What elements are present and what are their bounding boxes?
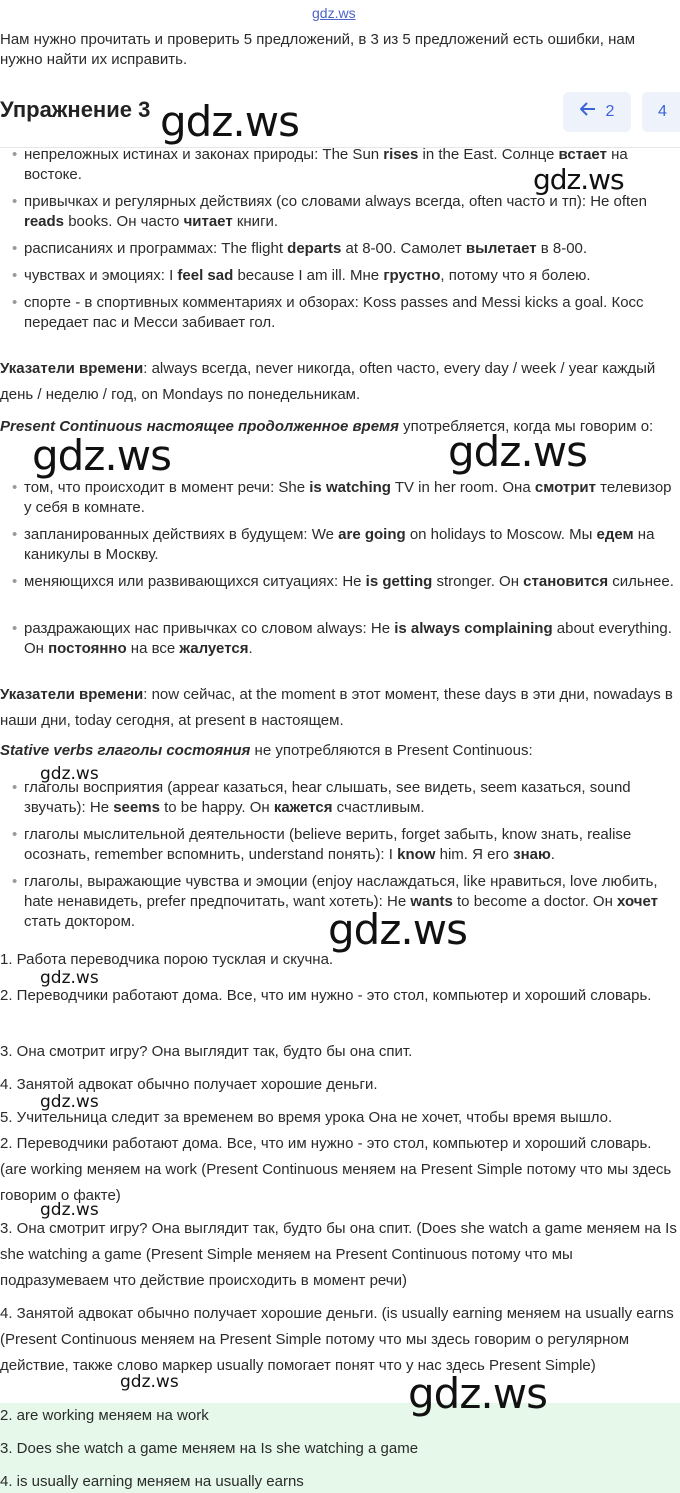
page-title: Упражнение 3 (0, 97, 151, 122)
list-item: • чувствах и эмоциях: I feel sad because I am ill. Мне грустно, потому что я болею. (10, 266, 680, 286)
list-item: • меняющихся или развивающихся ситуациях: He is getting stronger. Он становится сильнее. (10, 572, 680, 592)
list-item: • глаголы, выражающие чувства и эмоции (enjoy наслаждаться, like нравиться, love любить, hate ненавидеть, prefer предпочитать, want хотеть): He wants to become a doctor. Он хочет стать доктором. (10, 872, 680, 932)
list-item: • расписаниях и программах: The flight departs at 8-00. Самолет вылетает в 8-00. (10, 239, 680, 259)
watermark: gdz.ws (40, 968, 99, 988)
stative-intro: Stative verbs глаголы состояния не употребляются в Present Continuous: (0, 742, 533, 759)
watermark: gdz.ws (408, 1369, 547, 1418)
list-item: • спорте - в спортивных комментариях и обзорах: Koss passes and Messi kicks a goal. Косс передает пас и Месси забивает гол. (10, 293, 680, 333)
watermark: gdz.ws (40, 764, 99, 784)
watermark: gdz.ws (32, 431, 171, 480)
explanation-3: 3. Она смотрит игру? Она выглядит так, будто бы она спит. (Does she watch a game меняем на Is she watching a game (Present Simple меняем на Present Continuous потому что мы подразумеваем что действие происходить в момент речи) (0, 1220, 677, 1289)
answer-4: 4. is usually earning меняем на usually earns (0, 1473, 304, 1490)
watermark: gdz.ws (40, 1200, 99, 1220)
watermark: gdz.ws (120, 1372, 179, 1392)
watermark: gdz.ws (533, 163, 624, 196)
prev-exercise-button[interactable] (563, 92, 631, 132)
site-link[interactable]: gdz.ws (312, 5, 356, 21)
watermark: gdz.ws (160, 97, 299, 146)
watermark: gdz.ws (40, 1092, 99, 1112)
list-item: • том, что происходит в момент речи: She is watching TV in her room. Она смотрит телевизор у себя в комнате. (10, 478, 680, 518)
time-markers-simple: Указатели времени: always всегда, never никогда, often часто, every day / week / year каждый день / неделю / год, on Mondays по понедельникам. (0, 360, 656, 403)
answer-2: 2. are working меняем на work (0, 1407, 209, 1424)
explanation-4: 4. Занятой адвокат обычно получает хорошие деньги. (is usually earning меняем на usually earns (Present Continuous меняем на Present Simple потому что мы здесь говорим о регулярном действие, также слово маркер usually помогает понят что у нас здесь Present Simple) (0, 1305, 674, 1374)
arrow-left-icon (580, 102, 596, 122)
exercise-intro: Нам нужно прочитать и проверить 5 предложений, в 3 из 5 предложений есть ошибки, нам нужно найти их исправить. (0, 31, 636, 68)
list-item: • непреложных истинах и законах природы: The Sun rises in the East. Солнце встает на востоке. (10, 145, 680, 185)
translation-4: 4. Занятой адвокат обычно получает хорошие деньги. (0, 1076, 378, 1093)
next-exercise-label: 4 (658, 103, 667, 120)
translation-2: 2. Переводчики работают дома. Все, что им нужно - это стол, компьютер и хороший словарь. (0, 987, 652, 1004)
list-item: • запланированных действиях в будущем: We are going on holidays to Moscow. Мы едем на каникулы в Москву. (10, 525, 680, 565)
answer-3: 3. Does she watch a game меняем на Is she watching a game (0, 1440, 419, 1457)
list-item: • глаголы мыслительной деятельности (believe верить, forget забыть, know знать, realise осознать, remember вспомнить, understand понять): I know him. Я его знаю. (10, 825, 680, 865)
translation-5: 5. Учительница следит за временем во время урока Она не хочет, чтобы время вышло. (0, 1109, 613, 1126)
prev-exercise-label: 2 (605, 103, 615, 120)
time-markers-continuous: Указатели времени: now сейчас, at the moment в этот момент, these days в эти дни, nowadays в наши дни, today сегодня, at present в настоящем. (0, 686, 673, 729)
list-item: • глаголы восприятия (appear казаться, hear слышать, see видеть, seem казаться, sound звучать): He seems to be happy. Он кажется счастливым. (10, 778, 680, 818)
watermark: gdz.ws (328, 905, 467, 954)
watermark: gdz.ws (448, 427, 587, 476)
list-item: • раздражающих нас привычках со словом always: He is always complaining about everything. Он постоянно на все жалуется. (10, 619, 680, 659)
continuous-intro: Present Continuous настоящее продолженное время употребляется, когда мы говорим о: (0, 418, 654, 435)
translation-1: 1. Работа переводчика порою тусклая и скучна. (0, 951, 334, 968)
translation-3: 3. Она смотрит игру? Она выглядит так, будто бы она спит. (0, 1043, 413, 1060)
next-exercise-button[interactable] (642, 92, 680, 132)
list-item: • привычках и регулярных действиях (со словами always всегда, often часто и тп): He often reads books. Он часто читает книги. (10, 192, 680, 232)
explanation-2: 2. Переводчики работают дома. Все, что им нужно - это стол, компьютер и хороший словарь. (are working меняем на work (Present Continuous меняем на Present Simple потому что мы здесь говорим о факте) (0, 1135, 672, 1204)
